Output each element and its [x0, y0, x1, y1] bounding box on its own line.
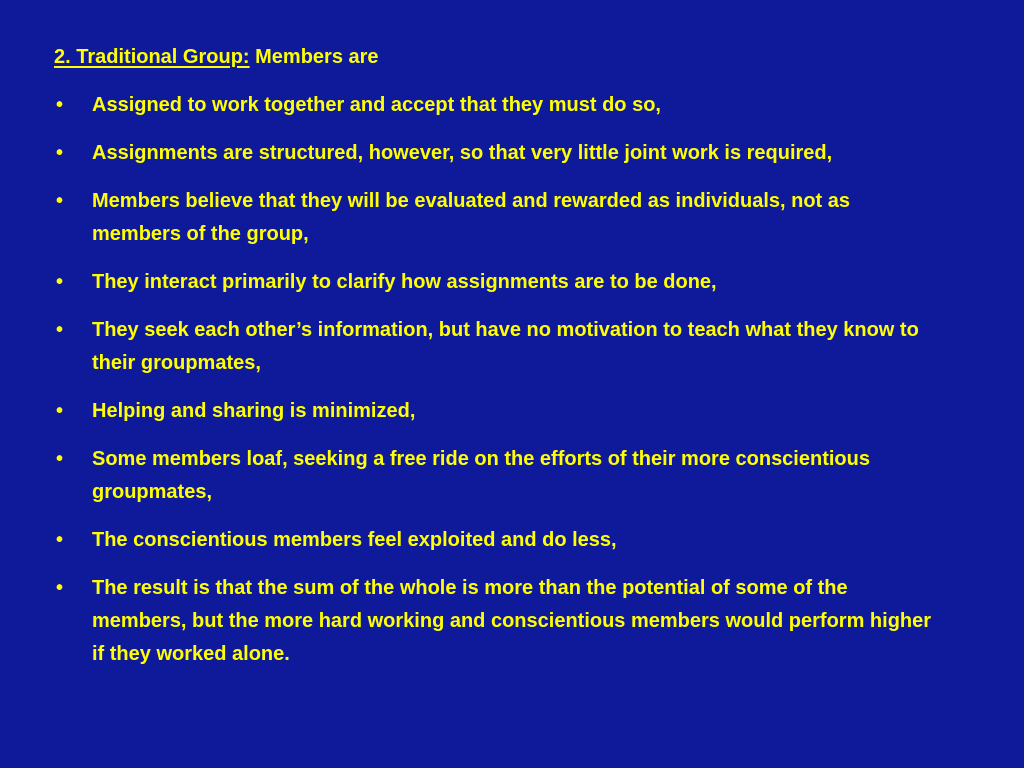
- heading-rest: Members are: [249, 46, 379, 68]
- bullet-text: The result is that the sum of the whole is more than the potential of some of the members, but the more hard working and conscientious members would perform higher if they worked alone.: [92, 577, 932, 665]
- bullet-text: They seek each other’s information, but have no motivation to teach what they know to their groupmates,: [92, 319, 919, 374]
- bullet-text: Members believe that they will be evaluated and rewarded as individuals, not as members of the group,: [92, 190, 851, 245]
- bullet-text: Helping and sharing is minimized,: [92, 400, 416, 422]
- bullet-text: Assignments are structured, however, so that very little joint work is required,: [92, 142, 833, 164]
- bullet-marker: •: [56, 190, 64, 212]
- bullet-marker: •: [56, 319, 64, 341]
- bullet-marker: •: [56, 529, 64, 551]
- bullet-item: [54, 185, 934, 251]
- slide-heading: [54, 44, 379, 70]
- bullet-list: [54, 89, 934, 686]
- bullet-item: [54, 89, 934, 122]
- bullet-item: [54, 443, 934, 509]
- bullet-text: The conscientious members feel exploited and do less,: [92, 529, 617, 551]
- bullet-marker: •: [56, 400, 64, 422]
- bullet-item: [54, 314, 934, 380]
- bullet-item: [54, 524, 934, 557]
- bullet-item: [54, 137, 934, 170]
- bullet-text: Assigned to work together and accept that they must do so,: [92, 94, 661, 116]
- bullet-marker: •: [56, 271, 64, 293]
- heading-label: 2. Traditional Group:: [54, 46, 250, 68]
- bullet-marker: •: [56, 577, 64, 599]
- bullet-item: [54, 266, 934, 299]
- bullet-marker: •: [56, 94, 64, 116]
- bullet-item: [54, 572, 934, 671]
- bullet-marker: •: [56, 448, 64, 470]
- bullet-text: Some members loaf, seeking a free ride on the efforts of their more conscientious groupmates,: [92, 448, 870, 503]
- bullet-marker: •: [56, 142, 64, 164]
- bullet-text: They interact primarily to clarify how assignments are to be done,: [92, 271, 717, 293]
- bullet-item: [54, 395, 934, 428]
